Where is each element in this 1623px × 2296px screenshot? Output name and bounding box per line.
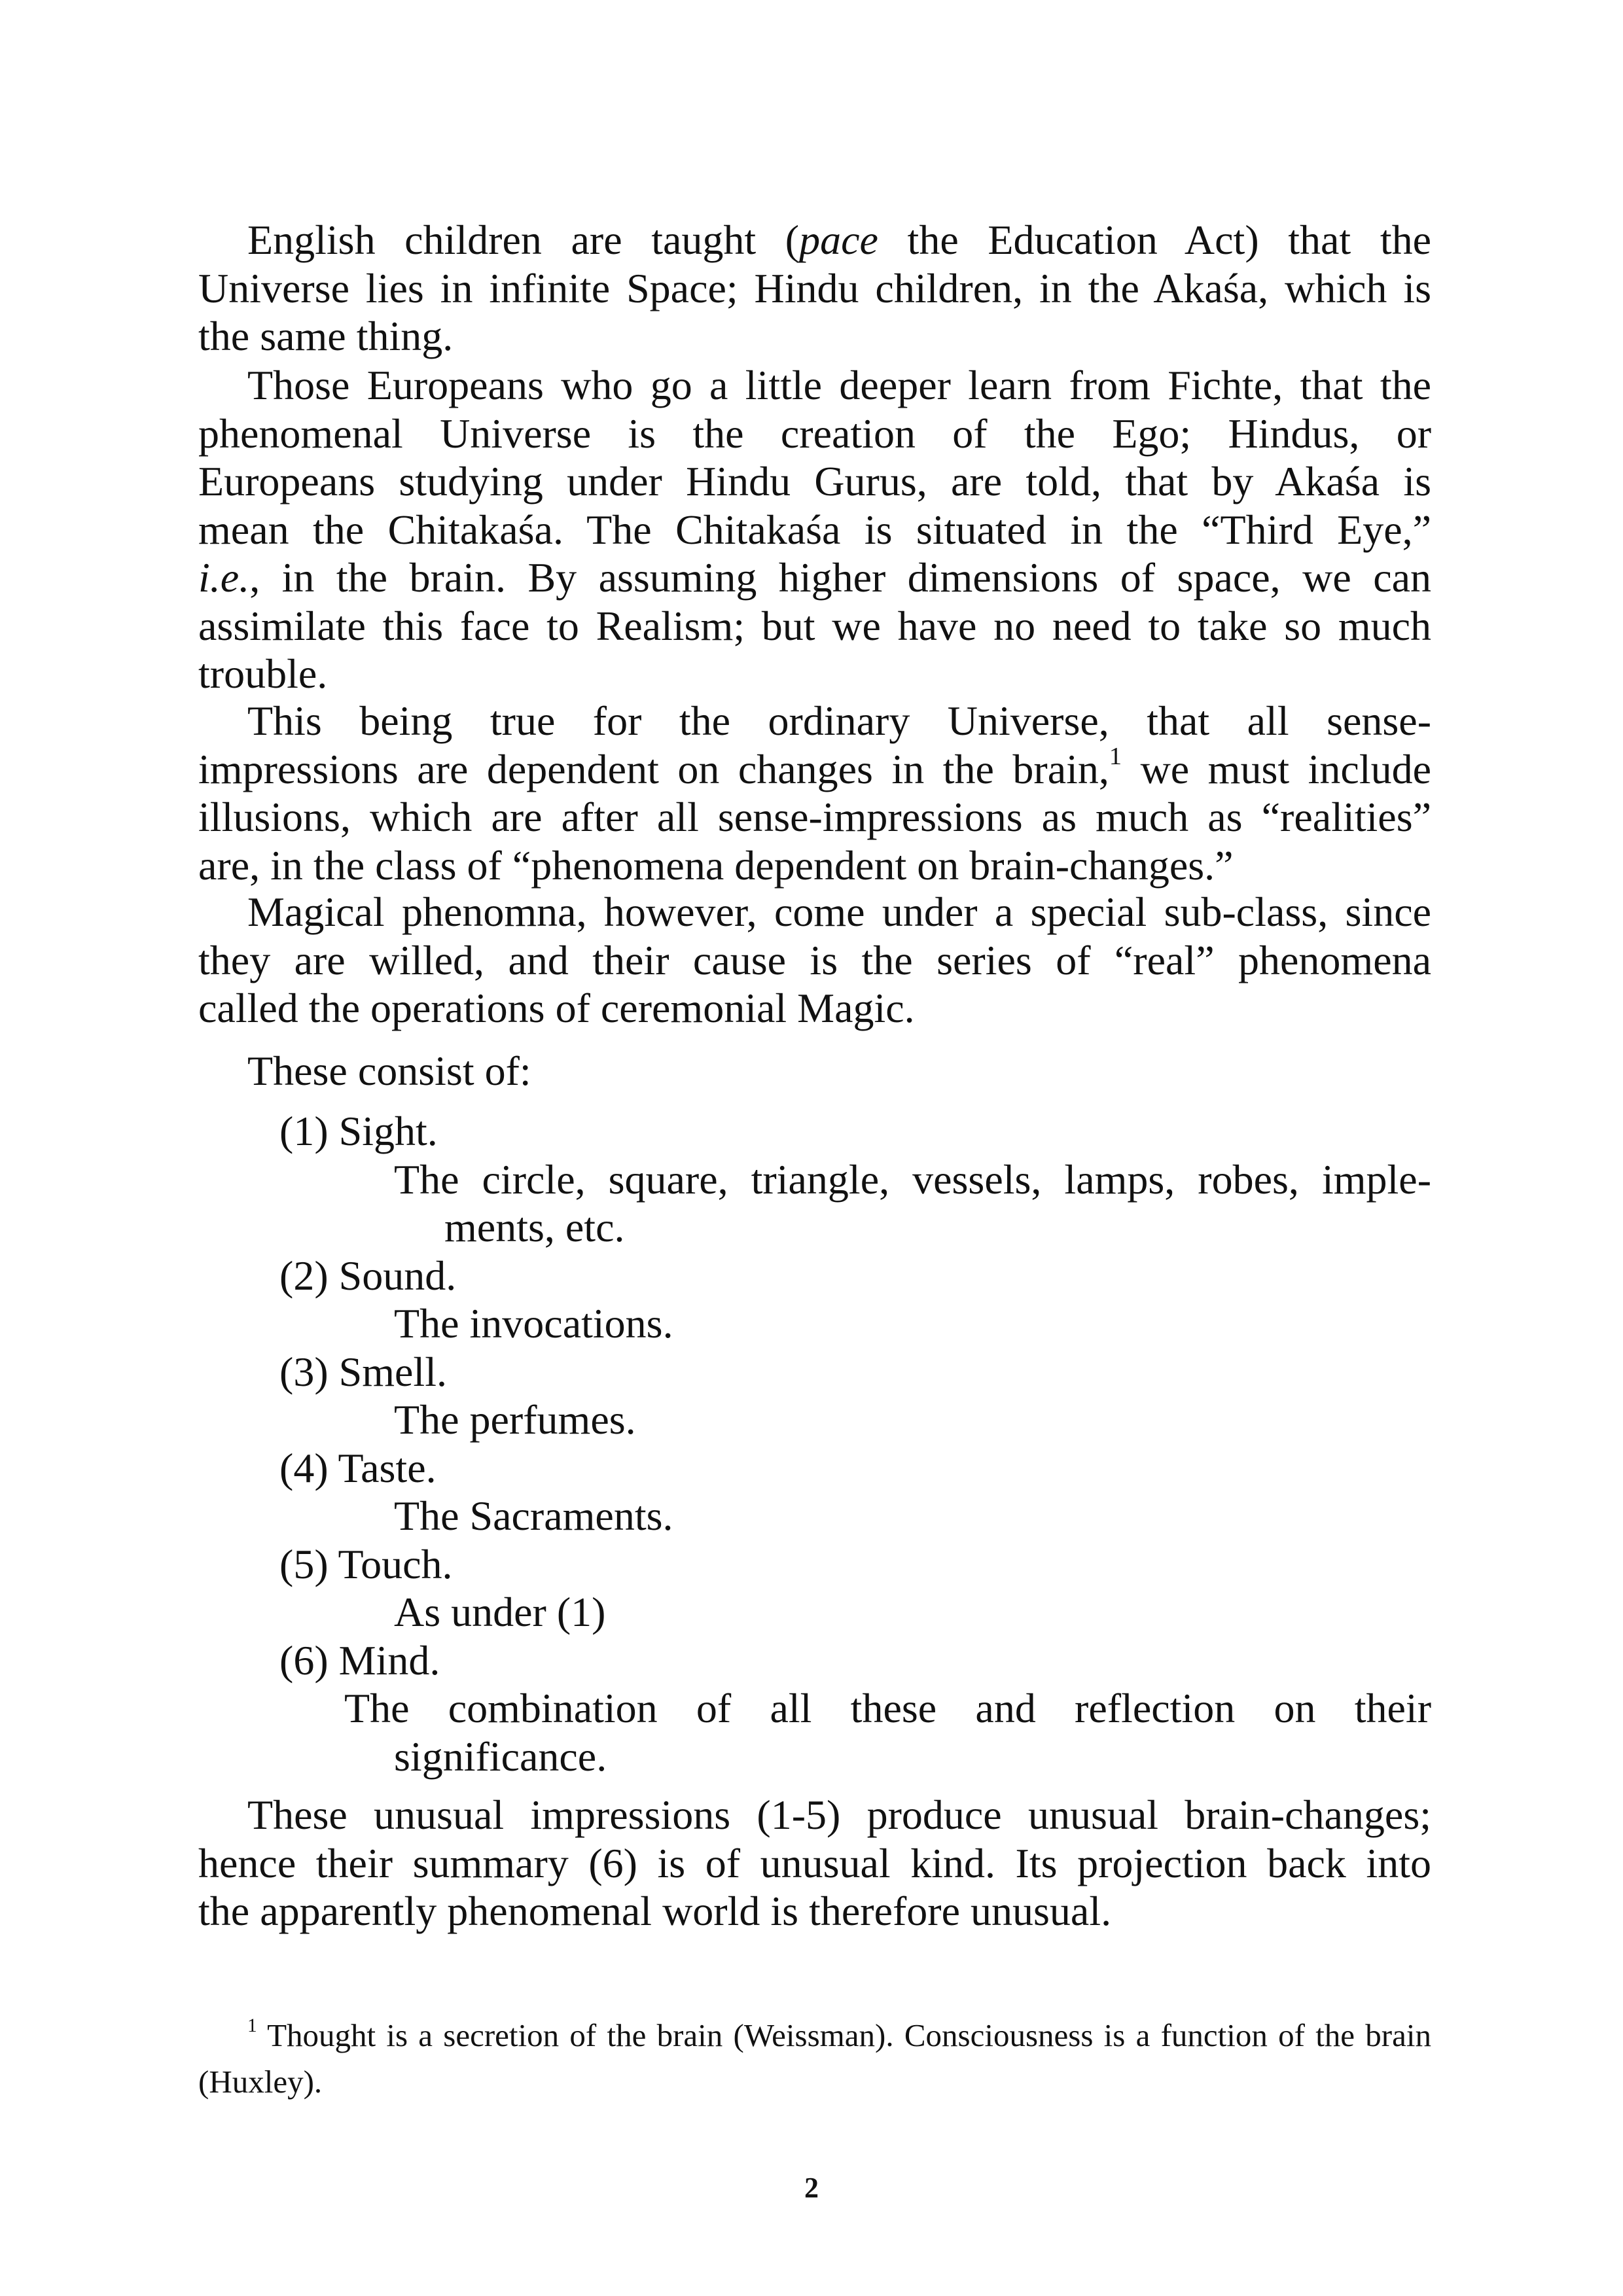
italic-text: pace bbox=[799, 217, 878, 263]
text-span: the same thing. bbox=[198, 313, 454, 359]
text-line bbox=[247, 888, 1431, 936]
text-span: , in the brain. By assuming higher dimensions of space, we can bbox=[249, 554, 1431, 601]
text-line bbox=[247, 2012, 1431, 2059]
text-span: (6) Mind. bbox=[279, 1636, 440, 1684]
text-span: assimilate this face to Realism; but we have no need to take so much bbox=[198, 602, 1431, 649]
text-line bbox=[198, 457, 1431, 506]
text-span: mean the Chitakaśa. The Chitakaśa is situated in the “Third Eye,” bbox=[198, 506, 1431, 553]
text-line bbox=[198, 984, 1431, 1033]
text-line bbox=[198, 506, 1431, 554]
page-number: 2 bbox=[804, 2172, 819, 2204]
text-line bbox=[198, 936, 1431, 985]
text-span: trouble. bbox=[198, 650, 328, 697]
list-item-description bbox=[394, 1492, 1431, 1540]
text-span: the apparently phenomenal world is therefore unusual. bbox=[198, 1888, 1112, 1934]
text-span: The Sacraments. bbox=[394, 1492, 673, 1539]
text-line bbox=[247, 216, 1431, 264]
text-span: These unusual impressions (1-5) produce unusual brain-changes; bbox=[247, 1792, 1431, 1838]
text-line bbox=[198, 554, 1431, 602]
list-item-description bbox=[394, 1588, 1431, 1636]
text-line bbox=[198, 841, 1431, 890]
text-span: Universe lies in infinite Space; Hindu children, in the Akaśa, which is bbox=[198, 264, 1431, 311]
text-line bbox=[198, 312, 1431, 361]
text-span: (4) Taste. bbox=[279, 1444, 437, 1491]
text-line bbox=[247, 697, 1431, 745]
text-line bbox=[198, 793, 1431, 841]
text-span: hence their summary (6) is of unusual kind. Its projection back into bbox=[198, 1839, 1431, 1886]
text-span: (1) Sight. bbox=[279, 1108, 438, 1154]
text-line bbox=[198, 410, 1431, 458]
text-span: The perfumes. bbox=[394, 1396, 636, 1443]
text-span: English children are taught ( bbox=[247, 217, 800, 263]
text-line bbox=[198, 2058, 1431, 2106]
text-span: significance. bbox=[394, 1733, 607, 1780]
list-item-heading bbox=[279, 1636, 1431, 1685]
text-span: The circle, square, triangle, vessels, lamps, robes, imple- bbox=[394, 1156, 1431, 1203]
text-span: Those Europeans who go a little deeper learn from Fichte, that the bbox=[247, 362, 1431, 408]
text-span: called the operations of ceremonial Magic. bbox=[198, 985, 915, 1031]
text-span: (Huxley). bbox=[198, 2064, 323, 2100]
footnote-marker: 1 bbox=[1109, 743, 1122, 771]
text-line bbox=[198, 1839, 1431, 1888]
text-span: (2) Sound. bbox=[279, 1252, 457, 1299]
text-line bbox=[198, 264, 1431, 313]
text-span: Magical phenomna, however, come under a special sub-class, since bbox=[247, 889, 1431, 935]
italic-text: i.e. bbox=[198, 554, 250, 601]
text-line bbox=[198, 650, 1431, 698]
text-span: they are willed, and their cause is the series of “real” phenomena bbox=[198, 936, 1431, 983]
list-item-description bbox=[344, 1684, 1431, 1733]
list-item-heading bbox=[279, 1252, 1431, 1300]
list-item-description bbox=[444, 1203, 1431, 1252]
text-span: As under (1) bbox=[394, 1589, 606, 1635]
list-item-description bbox=[394, 1299, 1431, 1348]
list-item-description bbox=[394, 1156, 1431, 1204]
text-span: the Education Act) that the bbox=[878, 217, 1432, 263]
text-line bbox=[198, 1887, 1431, 1935]
text-span: impressions are dependent on changes in the brain, bbox=[198, 745, 1109, 792]
list-item-heading bbox=[279, 1540, 1431, 1589]
text-span: phenomenal Universe is the creation of the Ego; Hindus, or bbox=[198, 410, 1431, 457]
text-span: The invocations. bbox=[394, 1300, 673, 1347]
text-line bbox=[247, 1791, 1431, 1839]
text-span: we must include bbox=[1122, 745, 1432, 792]
text-span: The combination of all these and reflection on their bbox=[344, 1685, 1431, 1731]
text-line bbox=[247, 1047, 1431, 1095]
list-item-heading bbox=[279, 1348, 1431, 1396]
list-item-description bbox=[394, 1733, 1431, 1781]
list-item-heading bbox=[279, 1444, 1431, 1492]
text-span: (5) Touch. bbox=[279, 1540, 453, 1587]
text-span: illusions, which are after all sense-impressions as much as “realities” bbox=[198, 794, 1431, 840]
list-item-description bbox=[394, 1396, 1431, 1444]
text-span: This being true for the ordinary Universe, that all sense- bbox=[247, 698, 1431, 744]
text-span: (3) Smell. bbox=[279, 1348, 447, 1395]
text-line bbox=[198, 602, 1431, 650]
footnote-marker: 1 bbox=[247, 2015, 257, 2037]
text-line bbox=[198, 745, 1431, 794]
text-span: ments, etc. bbox=[444, 1204, 625, 1250]
text-line bbox=[247, 361, 1431, 410]
list-item-heading bbox=[279, 1107, 1431, 1156]
text-span: These consist of: bbox=[247, 1048, 531, 1094]
text-span: Europeans studying under Hindu Gurus, are told, that by Akaśa is bbox=[198, 458, 1431, 504]
text-span: are, in the class of “phenomena dependent on brain-changes.” bbox=[198, 841, 1234, 889]
text-span: Thought is a secretion of the brain (Weissman). Consciousness is a function of the brain bbox=[257, 2017, 1431, 2053]
